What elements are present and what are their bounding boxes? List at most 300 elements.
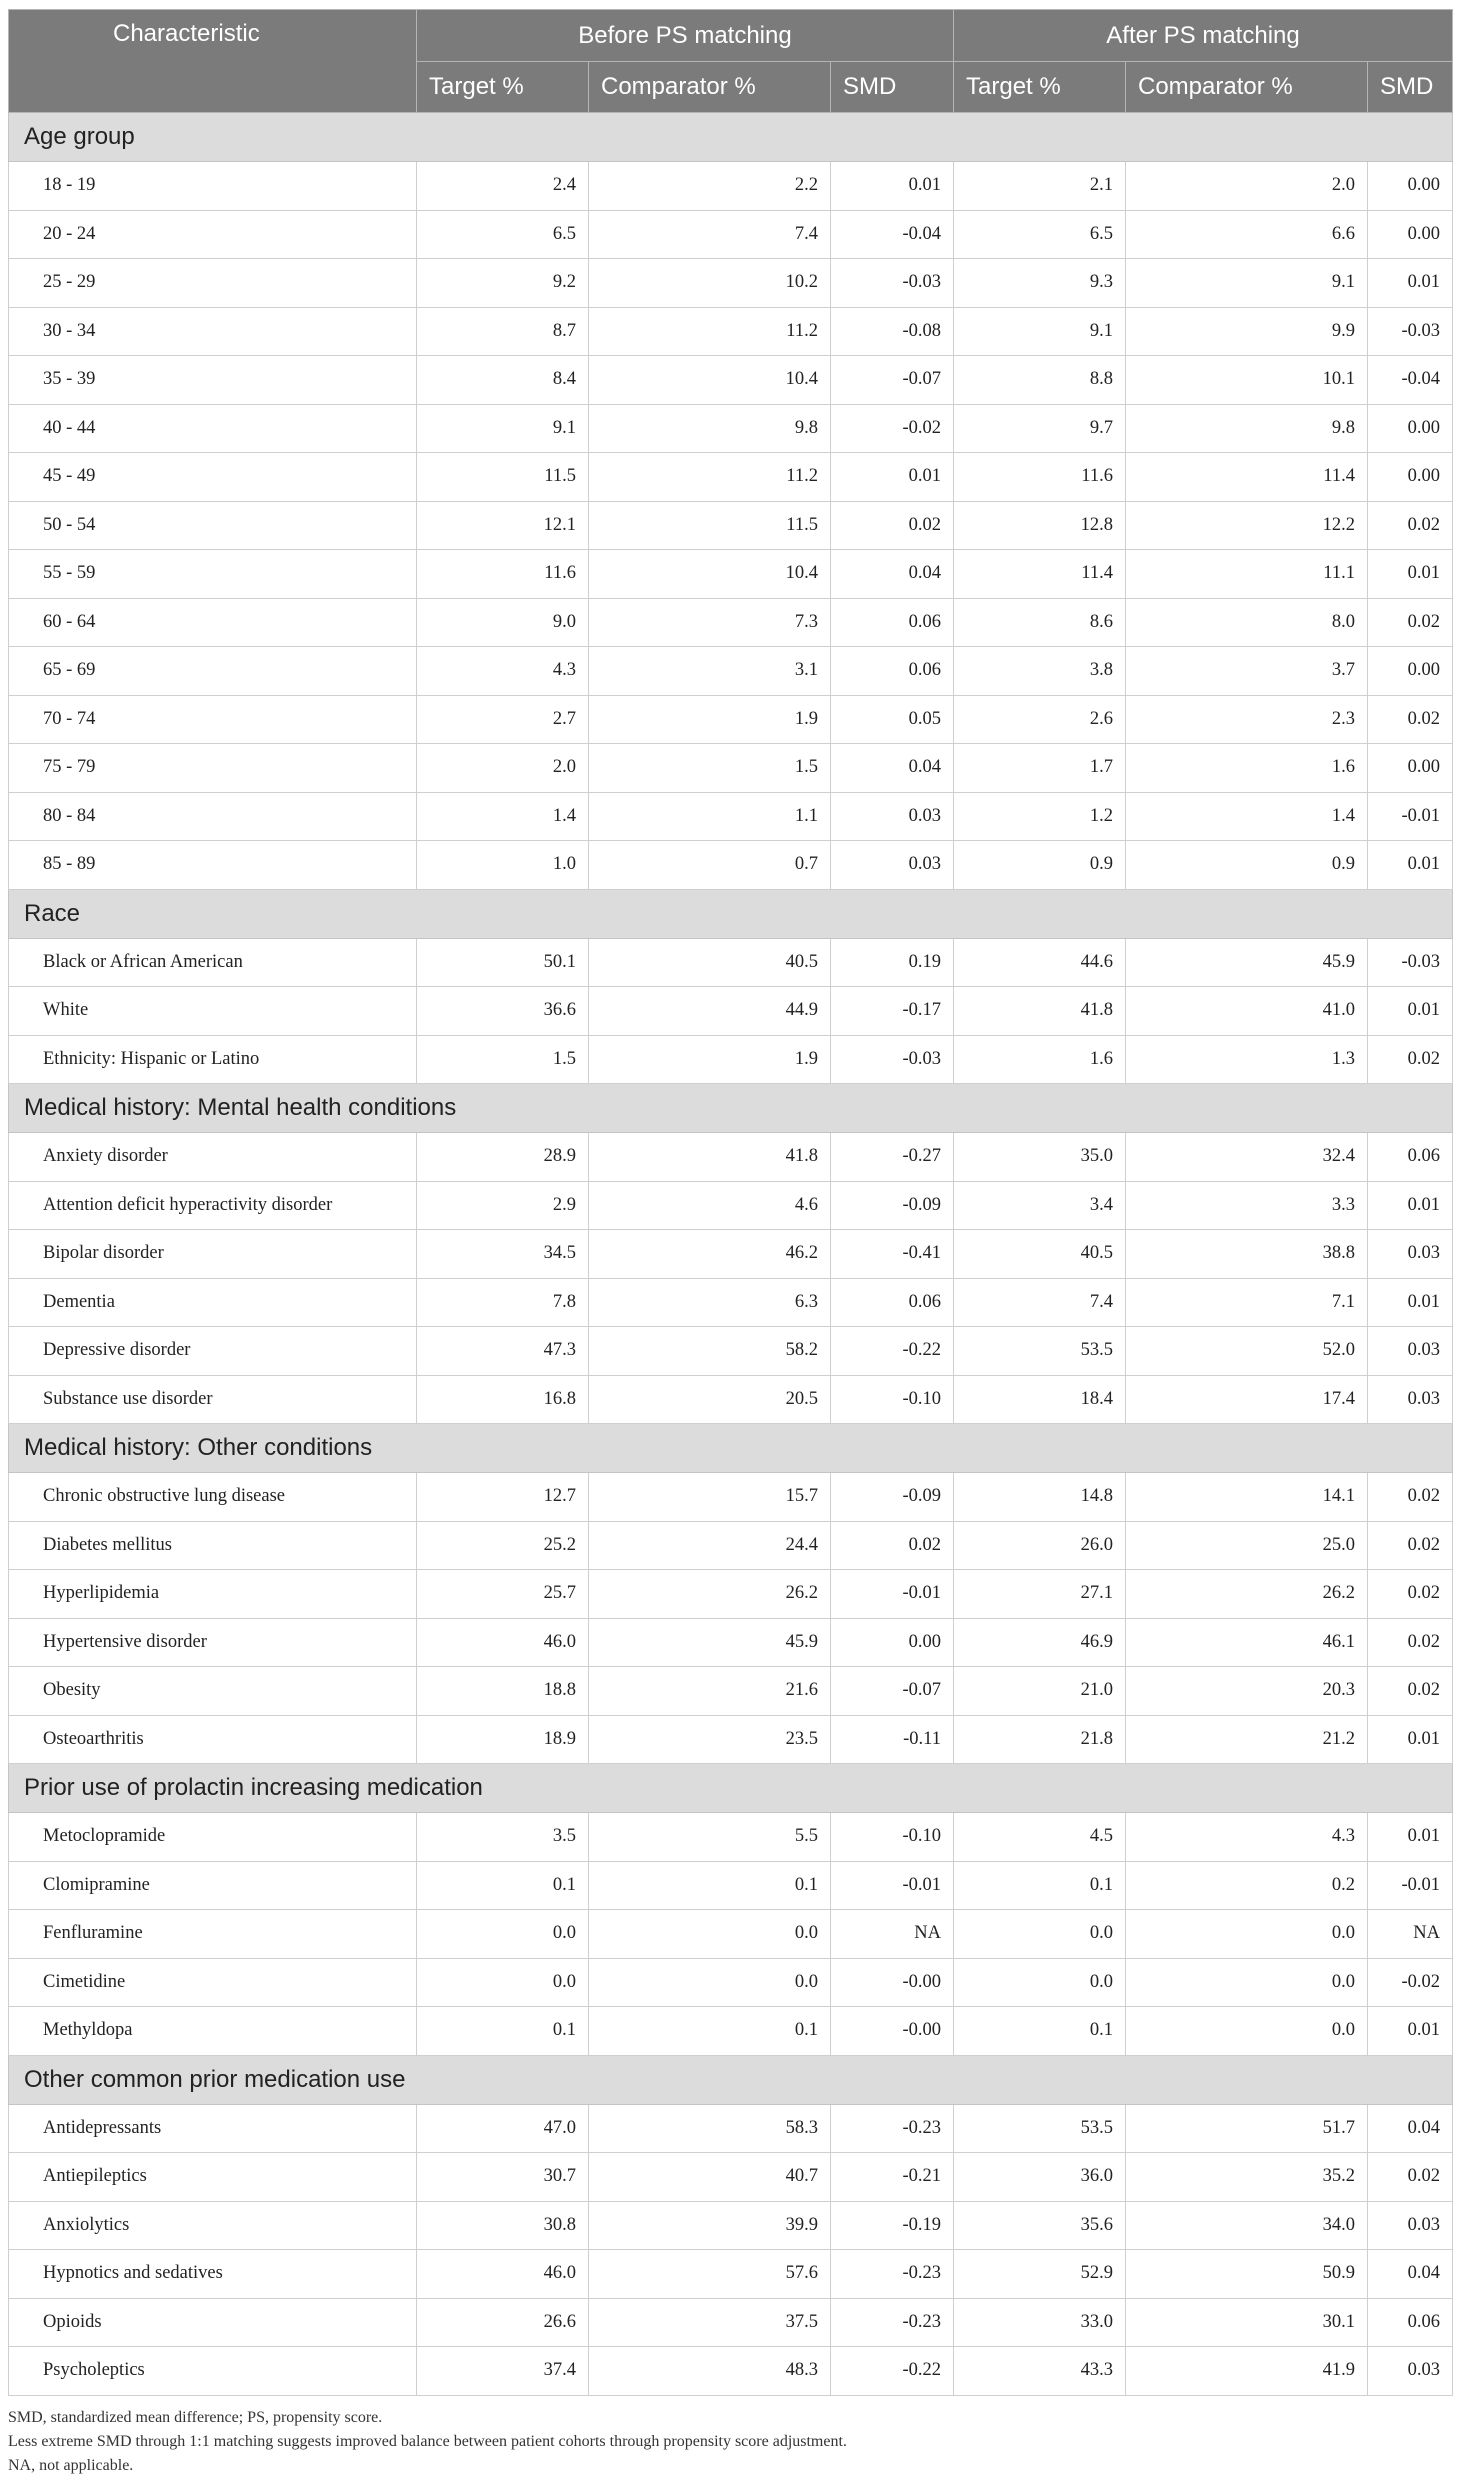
before-smd-cell: -0.07 bbox=[831, 1667, 954, 1716]
after-smd-cell: 0.04 bbox=[1368, 2250, 1453, 2299]
header-after-smd: SMD bbox=[1368, 62, 1453, 113]
after-comparator-cell: 6.6 bbox=[1126, 210, 1368, 259]
after-comparator-cell: 11.1 bbox=[1126, 550, 1368, 599]
before-target-cell: 26.6 bbox=[417, 2298, 589, 2347]
after-smd-cell: 0.02 bbox=[1368, 1473, 1453, 1522]
after-comparator-cell: 0.2 bbox=[1126, 1861, 1368, 1910]
table-row bbox=[9, 2007, 1453, 2056]
before-comparator-cell: 21.6 bbox=[589, 1667, 831, 1716]
before-target-cell: 30.8 bbox=[417, 2201, 589, 2250]
after-smd-cell: 0.01 bbox=[1368, 1181, 1453, 1230]
table-row bbox=[9, 2298, 1453, 2347]
after-target-cell: 21.0 bbox=[954, 1667, 1126, 1716]
before-smd-cell: -0.41 bbox=[831, 1230, 954, 1279]
before-comparator-cell: 40.5 bbox=[589, 938, 831, 987]
before-smd-cell: 0.06 bbox=[831, 598, 954, 647]
table-row bbox=[9, 1910, 1453, 1959]
after-smd-cell: 0.06 bbox=[1368, 1133, 1453, 1182]
after-smd-cell: 0.03 bbox=[1368, 1327, 1453, 1376]
after-comparator-cell: 1.6 bbox=[1126, 744, 1368, 793]
after-target-cell: 21.8 bbox=[954, 1715, 1126, 1764]
before-comparator-cell: 39.9 bbox=[589, 2201, 831, 2250]
before-target-cell: 9.0 bbox=[417, 598, 589, 647]
before-target-cell: 7.8 bbox=[417, 1278, 589, 1327]
row-label: 20 - 24 bbox=[9, 210, 417, 259]
before-smd-cell: -0.10 bbox=[831, 1375, 954, 1424]
before-target-cell: 36.6 bbox=[417, 987, 589, 1036]
after-comparator-cell: 14.1 bbox=[1126, 1473, 1368, 1522]
before-target-cell: 12.1 bbox=[417, 501, 589, 550]
table-row bbox=[9, 1667, 1453, 1716]
row-label: White bbox=[9, 987, 417, 1036]
table-row bbox=[9, 1861, 1453, 1910]
after-target-cell: 2.1 bbox=[954, 162, 1126, 211]
after-target-cell: 7.4 bbox=[954, 1278, 1126, 1327]
after-comparator-cell: 0.9 bbox=[1126, 841, 1368, 890]
table-row bbox=[9, 2201, 1453, 2250]
after-comparator-cell: 2.0 bbox=[1126, 162, 1368, 211]
table-row bbox=[9, 1375, 1453, 1424]
before-comparator-cell: 7.3 bbox=[589, 598, 831, 647]
after-smd-cell: 0.00 bbox=[1368, 453, 1453, 502]
after-target-cell: 14.8 bbox=[954, 1473, 1126, 1522]
after-comparator-cell: 9.8 bbox=[1126, 404, 1368, 453]
after-comparator-cell: 3.3 bbox=[1126, 1181, 1368, 1230]
before-smd-cell: 0.04 bbox=[831, 744, 954, 793]
before-target-cell: 47.0 bbox=[417, 2104, 589, 2153]
table-row bbox=[9, 1278, 1453, 1327]
table-row bbox=[9, 744, 1453, 793]
after-smd-cell: 0.02 bbox=[1368, 695, 1453, 744]
before-smd-cell: 0.01 bbox=[831, 453, 954, 502]
table-row bbox=[9, 695, 1453, 744]
before-smd-cell: 0.02 bbox=[831, 1521, 954, 1570]
before-comparator-cell: 7.4 bbox=[589, 210, 831, 259]
after-comparator-cell: 1.4 bbox=[1126, 792, 1368, 841]
after-comparator-cell: 52.0 bbox=[1126, 1327, 1368, 1376]
after-smd-cell: -0.01 bbox=[1368, 1861, 1453, 1910]
after-comparator-cell: 20.3 bbox=[1126, 1667, 1368, 1716]
after-target-cell: 43.3 bbox=[954, 2347, 1126, 2396]
after-comparator-cell: 8.0 bbox=[1126, 598, 1368, 647]
before-comparator-cell: 40.7 bbox=[589, 2153, 831, 2202]
before-smd-cell: -0.10 bbox=[831, 1813, 954, 1862]
row-label: Bipolar disorder bbox=[9, 1230, 417, 1279]
table-row bbox=[9, 210, 1453, 259]
after-target-cell: 1.2 bbox=[954, 792, 1126, 841]
after-comparator-cell: 12.2 bbox=[1126, 501, 1368, 550]
after-target-cell: 46.9 bbox=[954, 1618, 1126, 1667]
table-row bbox=[9, 1715, 1453, 1764]
after-comparator-cell: 7.1 bbox=[1126, 1278, 1368, 1327]
before-target-cell: 0.0 bbox=[417, 1958, 589, 2007]
before-target-cell: 18.8 bbox=[417, 1667, 589, 1716]
before-target-cell: 4.3 bbox=[417, 647, 589, 696]
group-title: Medical history: Other conditions bbox=[9, 1424, 1453, 1473]
before-smd-cell: -0.23 bbox=[831, 2250, 954, 2299]
after-comparator-cell: 9.1 bbox=[1126, 259, 1368, 308]
before-smd-cell: 0.03 bbox=[831, 792, 954, 841]
after-target-cell: 36.0 bbox=[954, 2153, 1126, 2202]
before-smd-cell: -0.17 bbox=[831, 987, 954, 1036]
before-comparator-cell: 0.1 bbox=[589, 2007, 831, 2056]
after-target-cell: 41.8 bbox=[954, 987, 1126, 1036]
before-smd-cell: -0.08 bbox=[831, 307, 954, 356]
after-target-cell: 52.9 bbox=[954, 2250, 1126, 2299]
after-smd-cell: 0.01 bbox=[1368, 841, 1453, 890]
row-label: 55 - 59 bbox=[9, 550, 417, 599]
after-comparator-cell: 34.0 bbox=[1126, 2201, 1368, 2250]
before-comparator-cell: 0.0 bbox=[589, 1958, 831, 2007]
after-target-cell: 53.5 bbox=[954, 2104, 1126, 2153]
before-comparator-cell: 26.2 bbox=[589, 1570, 831, 1619]
group-row bbox=[9, 113, 1453, 162]
table-row bbox=[9, 1813, 1453, 1862]
after-smd-cell: 0.01 bbox=[1368, 550, 1453, 599]
after-comparator-cell: 0.0 bbox=[1126, 1958, 1368, 2007]
after-target-cell: 3.8 bbox=[954, 647, 1126, 696]
after-comparator-cell: 17.4 bbox=[1126, 1375, 1368, 1424]
after-target-cell: 3.4 bbox=[954, 1181, 1126, 1230]
before-smd-cell: -0.22 bbox=[831, 1327, 954, 1376]
table-row bbox=[9, 792, 1453, 841]
group-row bbox=[9, 2055, 1453, 2104]
before-comparator-cell: 4.6 bbox=[589, 1181, 831, 1230]
before-smd-cell: -0.01 bbox=[831, 1570, 954, 1619]
before-target-cell: 1.4 bbox=[417, 792, 589, 841]
before-smd-cell: -0.19 bbox=[831, 2201, 954, 2250]
footnote: Less extreme SMD through 1:1 matching suggests improved balance between patient cohorts through propensity score adjustment. bbox=[8, 2432, 847, 2450]
after-smd-cell: 0.03 bbox=[1368, 1375, 1453, 1424]
before-comparator-cell: 24.4 bbox=[589, 1521, 831, 1570]
before-comparator-cell: 6.3 bbox=[589, 1278, 831, 1327]
after-comparator-cell: 41.9 bbox=[1126, 2347, 1368, 2396]
before-target-cell: 16.8 bbox=[417, 1375, 589, 1424]
after-smd-cell: NA bbox=[1368, 1910, 1453, 1959]
after-comparator-cell: 21.2 bbox=[1126, 1715, 1368, 1764]
row-label: Anxiolytics bbox=[9, 2201, 417, 2250]
before-comparator-cell: 1.9 bbox=[589, 695, 831, 744]
before-comparator-cell: 9.8 bbox=[589, 404, 831, 453]
before-comparator-cell: 1.5 bbox=[589, 744, 831, 793]
before-target-cell: 28.9 bbox=[417, 1133, 589, 1182]
before-smd-cell: -0.09 bbox=[831, 1473, 954, 1522]
table-row bbox=[9, 1230, 1453, 1279]
before-target-cell: 0.1 bbox=[417, 1861, 589, 1910]
after-comparator-cell: 50.9 bbox=[1126, 2250, 1368, 2299]
after-smd-cell: 0.01 bbox=[1368, 1715, 1453, 1764]
before-target-cell: 47.3 bbox=[417, 1327, 589, 1376]
before-comparator-cell: 58.2 bbox=[589, 1327, 831, 1376]
table-row bbox=[9, 356, 1453, 405]
row-label: Osteoarthritis bbox=[9, 1715, 417, 1764]
before-comparator-cell: 45.9 bbox=[589, 1618, 831, 1667]
table-row bbox=[9, 987, 1453, 1036]
after-comparator-cell: 2.3 bbox=[1126, 695, 1368, 744]
before-comparator-cell: 10.4 bbox=[589, 356, 831, 405]
before-comparator-cell: 10.4 bbox=[589, 550, 831, 599]
before-target-cell: 9.2 bbox=[417, 259, 589, 308]
row-label: Ethnicity: Hispanic or Latino bbox=[9, 1035, 417, 1084]
table-row bbox=[9, 598, 1453, 647]
before-comparator-cell: 58.3 bbox=[589, 2104, 831, 2153]
after-smd-cell: 0.02 bbox=[1368, 598, 1453, 647]
after-smd-cell: 0.00 bbox=[1368, 162, 1453, 211]
header-characteristic: Characteristic bbox=[9, 10, 417, 113]
after-smd-cell: 0.02 bbox=[1368, 1035, 1453, 1084]
after-smd-cell: -0.03 bbox=[1368, 938, 1453, 987]
before-smd-cell: 0.03 bbox=[831, 841, 954, 890]
row-label: Diabetes mellitus bbox=[9, 1521, 417, 1570]
row-label: 25 - 29 bbox=[9, 259, 417, 308]
before-smd-cell: 0.06 bbox=[831, 1278, 954, 1327]
after-comparator-cell: 3.7 bbox=[1126, 647, 1368, 696]
after-smd-cell: 0.03 bbox=[1368, 2347, 1453, 2396]
after-comparator-cell: 1.3 bbox=[1126, 1035, 1368, 1084]
table-row bbox=[9, 1181, 1453, 1230]
footnote: NA, not applicable. bbox=[8, 2456, 134, 2474]
table-row bbox=[9, 259, 1453, 308]
table-row bbox=[9, 1035, 1453, 1084]
before-target-cell: 6.5 bbox=[417, 210, 589, 259]
table-row bbox=[9, 1133, 1453, 1182]
table-row bbox=[9, 550, 1453, 599]
before-target-cell: 0.1 bbox=[417, 2007, 589, 2056]
after-smd-cell: 0.02 bbox=[1368, 1521, 1453, 1570]
before-comparator-cell: 11.2 bbox=[589, 307, 831, 356]
table-row bbox=[9, 1327, 1453, 1376]
group-row bbox=[9, 1764, 1453, 1813]
before-target-cell: 9.1 bbox=[417, 404, 589, 453]
before-target-cell: 1.5 bbox=[417, 1035, 589, 1084]
after-comparator-cell: 46.1 bbox=[1126, 1618, 1368, 1667]
row-label: 65 - 69 bbox=[9, 647, 417, 696]
table-row bbox=[9, 647, 1453, 696]
row-label: 60 - 64 bbox=[9, 598, 417, 647]
after-target-cell: 8.8 bbox=[954, 356, 1126, 405]
before-comparator-cell: 44.9 bbox=[589, 987, 831, 1036]
after-smd-cell: 0.01 bbox=[1368, 1278, 1453, 1327]
after-target-cell: 9.1 bbox=[954, 307, 1126, 356]
before-target-cell: 46.0 bbox=[417, 2250, 589, 2299]
table-row bbox=[9, 2250, 1453, 2299]
before-smd-cell: -0.00 bbox=[831, 1958, 954, 2007]
row-label: Hypertensive disorder bbox=[9, 1618, 417, 1667]
before-comparator-cell: 5.5 bbox=[589, 1813, 831, 1862]
before-target-cell: 25.2 bbox=[417, 1521, 589, 1570]
after-smd-cell: 0.02 bbox=[1368, 1570, 1453, 1619]
table-row bbox=[9, 1521, 1453, 1570]
after-target-cell: 44.6 bbox=[954, 938, 1126, 987]
after-smd-cell: 0.00 bbox=[1368, 744, 1453, 793]
after-comparator-cell: 35.2 bbox=[1126, 2153, 1368, 2202]
table-row bbox=[9, 938, 1453, 987]
before-comparator-cell: 0.1 bbox=[589, 1861, 831, 1910]
table-row bbox=[9, 307, 1453, 356]
table-row bbox=[9, 1473, 1453, 1522]
table-row bbox=[9, 501, 1453, 550]
after-target-cell: 9.3 bbox=[954, 259, 1126, 308]
after-smd-cell: 0.02 bbox=[1368, 1618, 1453, 1667]
after-target-cell: 0.0 bbox=[954, 1958, 1126, 2007]
row-label: 70 - 74 bbox=[9, 695, 417, 744]
row-label: Dementia bbox=[9, 1278, 417, 1327]
header-before-comparator: Comparator % bbox=[589, 62, 831, 113]
before-smd-cell: -0.00 bbox=[831, 2007, 954, 2056]
row-label: Antiepileptics bbox=[9, 2153, 417, 2202]
table-row bbox=[9, 453, 1453, 502]
before-target-cell: 2.0 bbox=[417, 744, 589, 793]
after-target-cell: 11.6 bbox=[954, 453, 1126, 502]
before-smd-cell: -0.01 bbox=[831, 1861, 954, 1910]
before-target-cell: 2.9 bbox=[417, 1181, 589, 1230]
after-smd-cell: -0.04 bbox=[1368, 356, 1453, 405]
header-before-ps-matching: Before PS matching bbox=[417, 10, 954, 62]
after-target-cell: 0.9 bbox=[954, 841, 1126, 890]
row-label: 50 - 54 bbox=[9, 501, 417, 550]
after-target-cell: 26.0 bbox=[954, 1521, 1126, 1570]
before-comparator-cell: 0.7 bbox=[589, 841, 831, 890]
before-smd-cell: -0.07 bbox=[831, 356, 954, 405]
before-comparator-cell: 20.5 bbox=[589, 1375, 831, 1424]
row-label: Metoclopramide bbox=[9, 1813, 417, 1862]
row-label: Fenfluramine bbox=[9, 1910, 417, 1959]
after-comparator-cell: 4.3 bbox=[1126, 1813, 1368, 1862]
row-label: Hypnotics and sedatives bbox=[9, 2250, 417, 2299]
after-smd-cell: -0.03 bbox=[1368, 307, 1453, 356]
after-target-cell: 0.1 bbox=[954, 1861, 1126, 1910]
footnotes bbox=[8, 2406, 1452, 2478]
after-target-cell: 33.0 bbox=[954, 2298, 1126, 2347]
after-smd-cell: 0.02 bbox=[1368, 501, 1453, 550]
before-comparator-cell: 15.7 bbox=[589, 1473, 831, 1522]
before-comparator-cell: 37.5 bbox=[589, 2298, 831, 2347]
after-smd-cell: 0.00 bbox=[1368, 404, 1453, 453]
row-label: 80 - 84 bbox=[9, 792, 417, 841]
row-label: Hyperlipidemia bbox=[9, 1570, 417, 1619]
before-smd-cell: -0.09 bbox=[831, 1181, 954, 1230]
after-target-cell: 12.8 bbox=[954, 501, 1126, 550]
row-label: 35 - 39 bbox=[9, 356, 417, 405]
table-row bbox=[9, 2347, 1453, 2396]
after-smd-cell: 0.04 bbox=[1368, 2104, 1453, 2153]
before-target-cell: 0.0 bbox=[417, 1910, 589, 1959]
after-smd-cell: 0.02 bbox=[1368, 2153, 1453, 2202]
table-row bbox=[9, 404, 1453, 453]
row-label: Opioids bbox=[9, 2298, 417, 2347]
before-comparator-cell: 2.2 bbox=[589, 162, 831, 211]
after-smd-cell: -0.02 bbox=[1368, 1958, 1453, 2007]
row-label: Substance use disorder bbox=[9, 1375, 417, 1424]
table-row bbox=[9, 1570, 1453, 1619]
before-smd-cell: -0.23 bbox=[831, 2104, 954, 2153]
row-label: 85 - 89 bbox=[9, 841, 417, 890]
row-label: Psycholeptics bbox=[9, 2347, 417, 2396]
row-label: Chronic obstructive lung disease bbox=[9, 1473, 417, 1522]
row-label: 75 - 79 bbox=[9, 744, 417, 793]
before-target-cell: 8.4 bbox=[417, 356, 589, 405]
table-row bbox=[9, 1958, 1453, 2007]
before-comparator-cell: 41.8 bbox=[589, 1133, 831, 1182]
after-comparator-cell: 0.0 bbox=[1126, 2007, 1368, 2056]
after-target-cell: 40.5 bbox=[954, 1230, 1126, 1279]
table-container bbox=[8, 9, 1452, 2478]
before-smd-cell: 0.02 bbox=[831, 501, 954, 550]
table-row bbox=[9, 162, 1453, 211]
after-smd-cell: 0.02 bbox=[1368, 1667, 1453, 1716]
after-target-cell: 1.6 bbox=[954, 1035, 1126, 1084]
before-smd-cell: -0.02 bbox=[831, 404, 954, 453]
before-target-cell: 11.5 bbox=[417, 453, 589, 502]
before-target-cell: 18.9 bbox=[417, 1715, 589, 1764]
after-smd-cell: 0.03 bbox=[1368, 1230, 1453, 1279]
before-target-cell: 8.7 bbox=[417, 307, 589, 356]
before-target-cell: 2.7 bbox=[417, 695, 589, 744]
table-row bbox=[9, 841, 1453, 890]
after-smd-cell: 0.01 bbox=[1368, 2007, 1453, 2056]
before-smd-cell: 0.00 bbox=[831, 1618, 954, 1667]
before-comparator-cell: 1.9 bbox=[589, 1035, 831, 1084]
after-smd-cell: 0.01 bbox=[1368, 1813, 1453, 1862]
after-smd-cell: 0.00 bbox=[1368, 647, 1453, 696]
row-label: 18 - 19 bbox=[9, 162, 417, 211]
after-target-cell: 9.7 bbox=[954, 404, 1126, 453]
row-label: Anxiety disorder bbox=[9, 1133, 417, 1182]
before-target-cell: 25.7 bbox=[417, 1570, 589, 1619]
group-row bbox=[9, 1084, 1453, 1133]
header-after-ps-matching: After PS matching bbox=[954, 10, 1453, 62]
before-smd-cell: 0.04 bbox=[831, 550, 954, 599]
before-target-cell: 46.0 bbox=[417, 1618, 589, 1667]
before-comparator-cell: 11.5 bbox=[589, 501, 831, 550]
after-comparator-cell: 51.7 bbox=[1126, 2104, 1368, 2153]
after-target-cell: 11.4 bbox=[954, 550, 1126, 599]
before-target-cell: 11.6 bbox=[417, 550, 589, 599]
before-comparator-cell: 11.2 bbox=[589, 453, 831, 502]
before-smd-cell: -0.22 bbox=[831, 2347, 954, 2396]
table-row bbox=[9, 2104, 1453, 2153]
row-label: 40 - 44 bbox=[9, 404, 417, 453]
after-comparator-cell: 11.4 bbox=[1126, 453, 1368, 502]
after-smd-cell: 0.06 bbox=[1368, 2298, 1453, 2347]
header-after-comparator: Comparator % bbox=[1126, 62, 1368, 113]
before-comparator-cell: 10.2 bbox=[589, 259, 831, 308]
header-before-target: Target % bbox=[417, 62, 589, 113]
after-target-cell: 8.6 bbox=[954, 598, 1126, 647]
characteristics-table bbox=[8, 9, 1453, 2396]
before-target-cell: 30.7 bbox=[417, 2153, 589, 2202]
before-smd-cell: -0.03 bbox=[831, 259, 954, 308]
group-title: Prior use of prolactin increasing medication bbox=[9, 1764, 1453, 1813]
after-target-cell: 4.5 bbox=[954, 1813, 1126, 1862]
after-comparator-cell: 30.1 bbox=[1126, 2298, 1368, 2347]
after-target-cell: 18.4 bbox=[954, 1375, 1126, 1424]
before-target-cell: 1.0 bbox=[417, 841, 589, 890]
after-target-cell: 35.6 bbox=[954, 2201, 1126, 2250]
after-smd-cell: 0.01 bbox=[1368, 987, 1453, 1036]
after-target-cell: 0.1 bbox=[954, 2007, 1126, 2056]
before-smd-cell: -0.23 bbox=[831, 2298, 954, 2347]
after-target-cell: 27.1 bbox=[954, 1570, 1126, 1619]
row-label: Cimetidine bbox=[9, 1958, 417, 2007]
before-target-cell: 3.5 bbox=[417, 1813, 589, 1862]
before-smd-cell: -0.04 bbox=[831, 210, 954, 259]
after-target-cell: 1.7 bbox=[954, 744, 1126, 793]
after-target-cell: 35.0 bbox=[954, 1133, 1126, 1182]
table-row bbox=[9, 1618, 1453, 1667]
before-target-cell: 37.4 bbox=[417, 2347, 589, 2396]
before-smd-cell: 0.06 bbox=[831, 647, 954, 696]
